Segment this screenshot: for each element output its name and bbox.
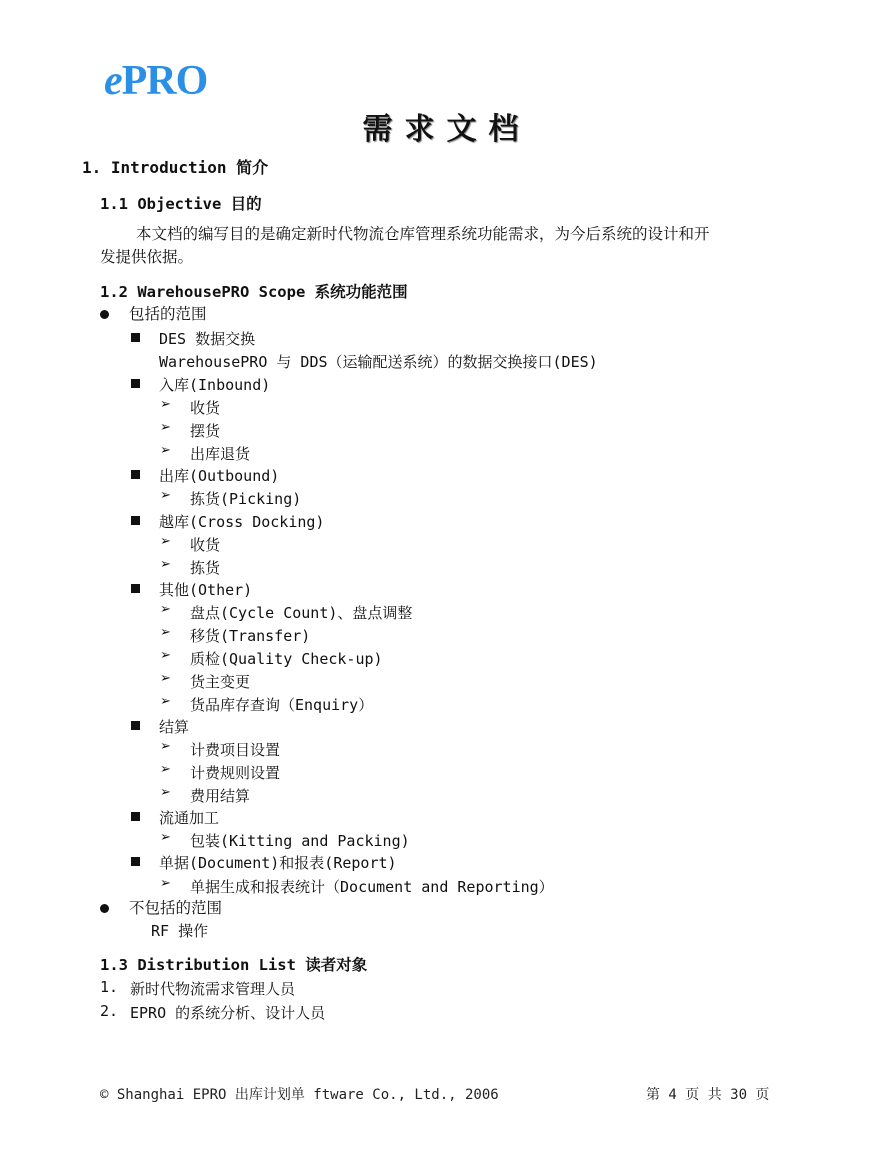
settlement-item: 计费项目设置 (190, 741, 281, 759)
other-item: 货主变更 (190, 673, 251, 691)
arrow-bullet-icon: ➢ (160, 488, 171, 503)
square-bullet-icon (131, 516, 140, 525)
epro-logo: ePRO (104, 58, 208, 104)
reader-number: 1. (100, 978, 119, 996)
inbound-item: 出库退货 (190, 445, 251, 463)
square-bullet-icon (131, 812, 140, 821)
square-bullet-icon (131, 584, 140, 593)
objective-line-2: 发提供依据。 (100, 248, 194, 266)
arrow-bullet-icon: ➢ (160, 625, 171, 640)
other-item: 移货(Transfer) (190, 627, 311, 645)
section-1-3-heading: 1.3 Distribution List 读者对象 (100, 956, 368, 974)
outbound-label: 出库(Outbound) (159, 467, 280, 485)
inbound-item: 收货 (190, 399, 221, 417)
square-bullet-icon (131, 379, 140, 388)
arrow-bullet-icon: ➢ (160, 876, 171, 891)
reader-item: 新时代物流需求管理人员 (130, 980, 296, 998)
processing-item: 包装(Kitting and Packing) (190, 832, 410, 850)
square-bullet-icon (131, 333, 140, 342)
arrow-bullet-icon: ➢ (160, 534, 171, 549)
bullet-dot-icon (100, 310, 109, 319)
arrow-bullet-icon: ➢ (160, 557, 171, 572)
arrow-bullet-icon: ➢ (160, 671, 171, 686)
cross-docking-item: 收货 (190, 536, 221, 554)
inbound-item: 摆货 (190, 422, 221, 440)
document-report-label: 单据(Document)和报表(Report) (159, 854, 397, 872)
other-item: 货品库存查询（Enquiry） (190, 696, 374, 714)
excluded-scope-label: 不包括的范围 (129, 899, 223, 917)
document-report-item: 单据生成和报表统计（Document and Reporting） (190, 878, 554, 896)
excluded-scope-description: RF 操作 (151, 922, 209, 940)
arrow-bullet-icon: ➢ (160, 830, 171, 845)
footer-copyright: © Shanghai EPRO 出库计划单 ftware Co., Ltd., 2006 (100, 1087, 499, 1103)
outbound-item: 拣货(Picking) (190, 490, 302, 508)
arrow-bullet-icon: ➢ (160, 602, 171, 617)
processing-label: 流通加工 (159, 809, 220, 827)
arrow-bullet-icon: ➢ (160, 420, 171, 435)
section-1-heading: 1. Introduction 简介 (82, 158, 269, 177)
des-description: WarehousePRO 与 DDS（运输配送系统）的数据交换接口(DES) (159, 353, 598, 371)
other-label: 其他(Other) (159, 581, 253, 599)
document-title: 需求文档 (362, 112, 531, 147)
bullet-dot-icon (100, 904, 109, 913)
arrow-bullet-icon: ➢ (160, 397, 171, 412)
reader-item: EPRO 的系统分析、设计人员 (130, 1004, 326, 1022)
des-label: DES 数据交换 (159, 330, 256, 348)
section-1-2-heading: 1.2 WarehousePRO Scope 系统功能范围 (100, 283, 408, 301)
objective-line-1: 本文档的编写目的是确定新时代物流仓库管理系统功能需求，为今后系统的设计和开 (136, 225, 710, 243)
reader-number: 2. (100, 1002, 119, 1020)
arrow-bullet-icon: ➢ (160, 694, 171, 709)
settlement-item: 计费规则设置 (190, 764, 281, 782)
arrow-bullet-icon: ➢ (160, 739, 171, 754)
arrow-bullet-icon: ➢ (160, 762, 171, 777)
section-1-1-heading: 1.1 Objective 目的 (100, 195, 262, 213)
arrow-bullet-icon: ➢ (160, 785, 171, 800)
arrow-bullet-icon: ➢ (160, 443, 171, 458)
square-bullet-icon (131, 721, 140, 730)
cross-docking-label: 越库(Cross Docking) (159, 513, 325, 531)
footer-page-number: 第 4 页 共 30 页 (646, 1087, 770, 1103)
arrow-bullet-icon: ➢ (160, 648, 171, 663)
other-item: 盘点(Cycle Count)、盘点调整 (190, 604, 413, 622)
cross-docking-item: 拣货 (190, 559, 221, 577)
settlement-label: 结算 (159, 718, 190, 736)
inbound-label: 入库(Inbound) (159, 376, 271, 394)
square-bullet-icon (131, 857, 140, 866)
square-bullet-icon (131, 470, 140, 479)
other-item: 质检(Quality Check-up) (190, 650, 383, 668)
settlement-item: 费用结算 (190, 787, 251, 805)
included-scope-label: 包括的范围 (129, 305, 207, 323)
